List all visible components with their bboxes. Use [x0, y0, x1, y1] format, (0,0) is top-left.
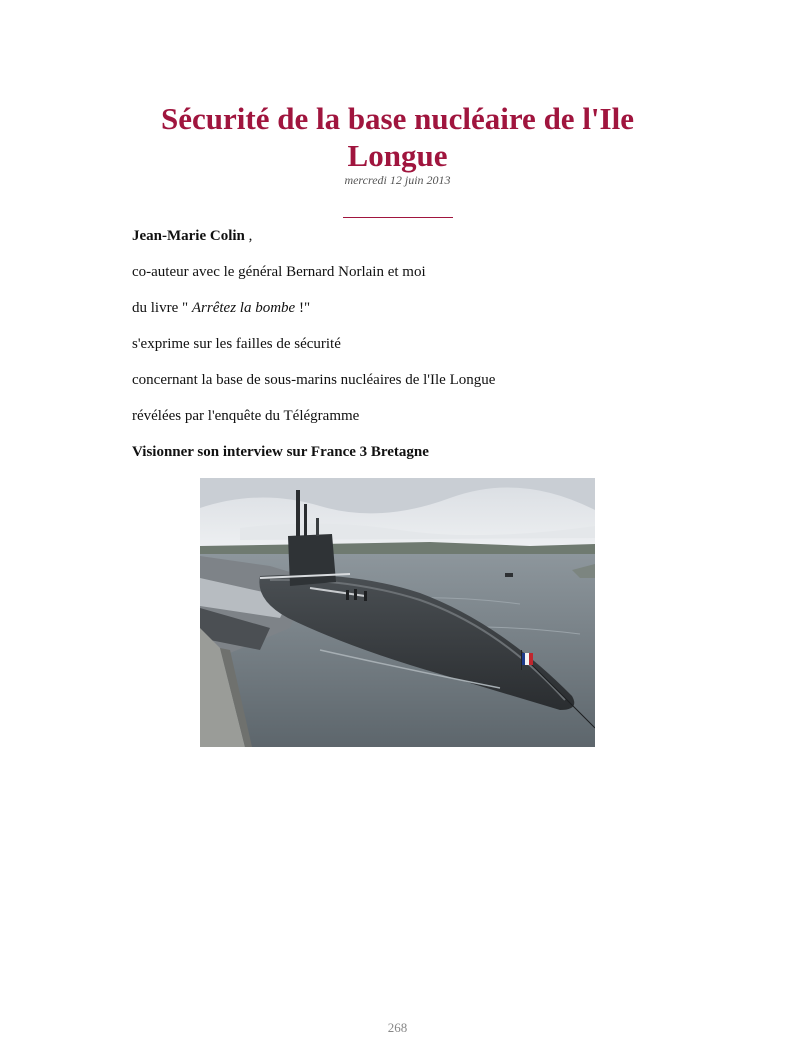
article-date: mercredi 12 juin 2013	[344, 173, 451, 187]
author-line	[132, 227, 252, 245]
body-line-base: concernant la base de sous-marins nucléaires de l'Ile Longue	[132, 372, 496, 388]
author-name: Jean-Marie Colin	[132, 228, 245, 244]
book-prefix: du livre "	[132, 300, 192, 316]
body-line-book	[132, 299, 310, 317]
author-suffix: ,	[244, 228, 253, 244]
article-title: Sécurité de la base nucléaire de l'Ile Longue	[161, 101, 634, 173]
body-line-inquiry: révélées par l'enquête du Télégramme	[132, 408, 360, 424]
submarine-photo	[200, 478, 595, 747]
page-number: 268	[387, 1020, 408, 1035]
interview-link[interactable]: Visionner son interview sur France 3 Bretagne	[132, 444, 429, 460]
book-title: Arrêtez la bombe	[191, 300, 296, 316]
body-line-coauthor: co-auteur avec le général Bernard Norlain et moi	[132, 264, 426, 280]
title-divider	[343, 217, 453, 218]
book-suffix: !"	[295, 300, 311, 316]
body-line-security: s'exprime sur les failles de sécurité	[132, 336, 341, 352]
